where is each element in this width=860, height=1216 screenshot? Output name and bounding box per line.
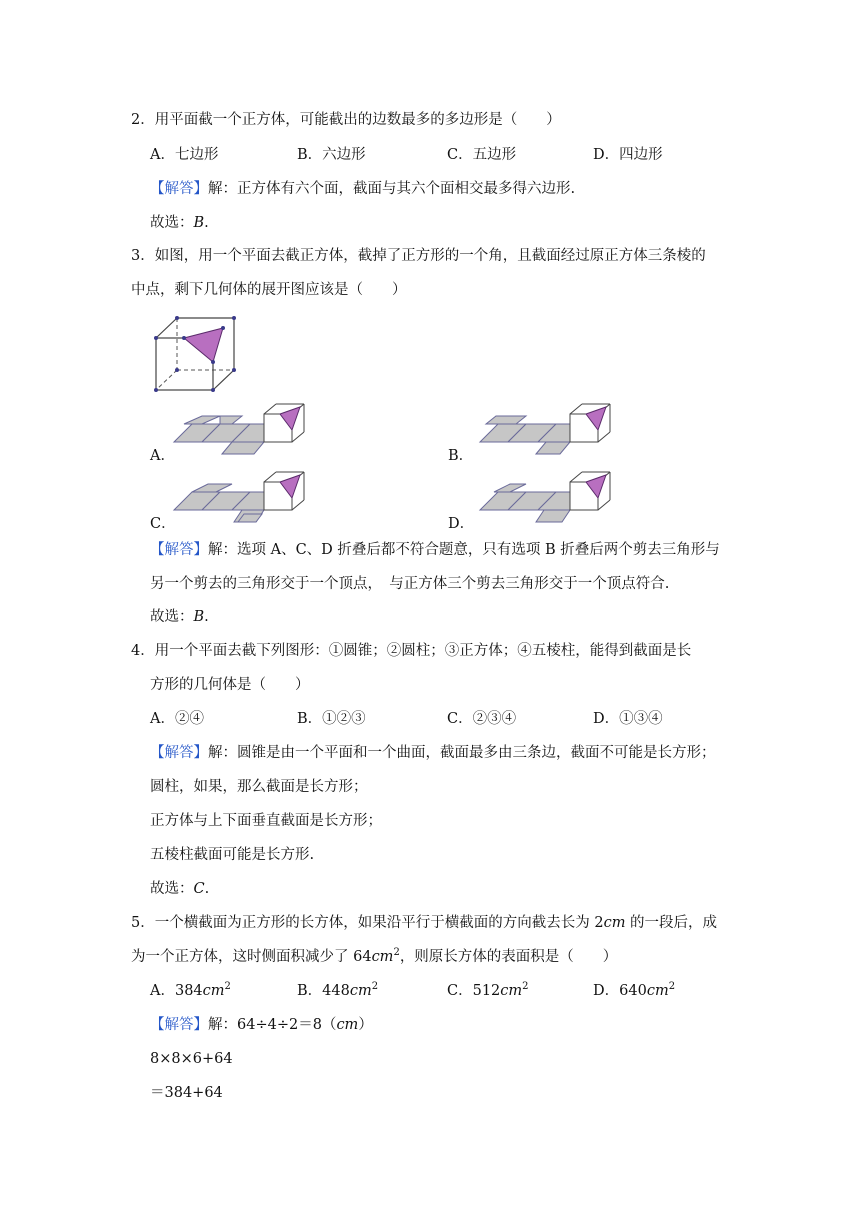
q4-answer-line4: 五棱柱截面可能是长方形.	[150, 847, 315, 863]
q4-answer-line3: 正方体与上下面垂直截面是长方形；	[150, 813, 382, 829]
q2-choice	[150, 213, 209, 233]
unit: cm	[646, 983, 669, 999]
answer-tag: 【解答】	[150, 745, 208, 761]
q2-answer	[150, 179, 575, 199]
q2-option-d: D．四边形	[593, 147, 663, 163]
choice-suffix: .	[204, 881, 210, 897]
q5-text-2b: ，则原长方体的表面积是（ ）	[399, 949, 618, 965]
q2-answer-text: 解：正方体有六个面，截面与其六个面相交最多得六边形.	[208, 181, 576, 197]
option-value: 448	[322, 983, 350, 999]
q5-calc-line2: ＝384+64	[150, 1085, 223, 1101]
option-label: A．	[150, 983, 175, 999]
superscript: 2	[522, 981, 529, 992]
option-label: C．	[447, 983, 473, 999]
q3-answer-text-1: 解：选项 A、C、D 折叠后都不符合题意，只有选项 B 折叠后两个剪去三角形与	[208, 542, 720, 558]
superscript: 2	[668, 981, 676, 992]
q5-answer-line1	[150, 1015, 373, 1035]
superscript: 2	[371, 981, 379, 992]
q5-option-a	[150, 981, 231, 1001]
option-value: 640	[619, 983, 647, 999]
choice-suffix: .	[204, 609, 209, 625]
q3-option-d-label: D．	[448, 516, 475, 532]
q5-stem-line1	[131, 913, 717, 933]
option-label: D．	[593, 983, 620, 999]
q2-option-a: A．七边形	[150, 147, 219, 163]
choice-letter: C	[193, 881, 205, 897]
option-value: 512	[472, 983, 501, 999]
q4-option-b: B．①②③	[297, 711, 366, 727]
answer-tag: 【解答】	[150, 542, 208, 558]
q3-choice	[150, 607, 209, 627]
q4-option-a: A．②④	[150, 711, 204, 727]
q2-text: 用平面截一个正方体，可能截出的边数最多的多边形是（ ）	[154, 112, 561, 128]
q5-option-b	[297, 981, 378, 1001]
unit: cm	[349, 983, 372, 999]
q4-answer-text-1: 解：圆锥是由一个平面和一个曲面，截面最多由三条边，截面不可能是长方形；	[208, 745, 716, 761]
answer-tag: 【解答】	[150, 181, 208, 197]
q3-option-a-net	[172, 402, 322, 458]
q5-number: 5．	[131, 915, 155, 931]
superscript: 2	[393, 947, 400, 958]
q3-option-c-label: C．	[150, 516, 176, 532]
q5-option-c	[447, 981, 529, 1001]
unit: cm	[500, 983, 523, 999]
q3-number: 3．	[131, 248, 155, 264]
choice-prefix: 故选：	[150, 609, 194, 625]
q4-option-d: D．①③④	[593, 711, 663, 727]
choice-prefix: 故选：	[150, 881, 194, 897]
unit: cm	[202, 983, 225, 999]
q3-option-b-label: B．	[448, 448, 474, 464]
unit: cm	[336, 1017, 359, 1033]
q5-answer-text-b: ）	[358, 1017, 373, 1033]
superscript: 2	[224, 981, 231, 992]
q4-text-1: 用一个平面去截下列图形：①圆锥；②圆柱；③正方体；④五棱柱，能得到截面是长	[154, 643, 692, 659]
q3-option-b-net	[478, 402, 628, 458]
q3-option-a-label: A．	[150, 448, 175, 464]
q2-option-c: C．五边形	[447, 147, 517, 163]
q4-choice	[150, 879, 209, 899]
q2-stem	[131, 110, 561, 130]
q3-stem-line1	[131, 246, 706, 266]
option-value: 384	[174, 983, 203, 999]
q5-option-d	[593, 981, 675, 1001]
q5-text-1b: 的一段后，成	[625, 915, 718, 931]
q5-answer-text-a: 解：64÷4÷2＝8（	[208, 1017, 337, 1033]
q3-answer-line2: 另一个剪去的三角形交于一个顶点， 与正方体三个剪去三角形交于一个顶点符合.	[150, 576, 670, 592]
q4-stem-line1	[131, 641, 691, 661]
q3-answer-line1	[150, 540, 720, 560]
q5-stem-line2	[131, 947, 617, 967]
q4-answer-line1	[150, 743, 716, 763]
q2-number: 2．	[131, 112, 155, 128]
answer-tag: 【解答】	[150, 1017, 208, 1033]
q4-number: 4．	[131, 643, 155, 659]
option-label: B．	[297, 983, 323, 999]
q4-answer-line2: 圆柱，如果，那么截面是长方形；	[150, 779, 368, 795]
q3-text-1: 如图，用一个平面去截正方体，截掉了正方形的一个角，且截面经过原正方体三条棱的	[154, 248, 706, 264]
unit: cm	[603, 915, 626, 931]
q4-option-c: C．②③④	[447, 711, 517, 727]
choice-letter: B	[193, 609, 205, 625]
q2-option-b: B．六边形	[297, 147, 366, 163]
cube-figure	[150, 310, 242, 398]
choice-suffix: .	[204, 215, 209, 231]
q3-stem-line2: 中点，剩下几何体的展开图应该是（ ）	[131, 282, 407, 298]
q3-option-d-net	[478, 470, 628, 526]
q4-stem-line2: 方形的几何体是（ ）	[150, 677, 310, 693]
q5-calc-line1: 8×8×6+64	[150, 1051, 233, 1067]
q5-text-2a: 为一个正方体，这时侧面积减少了 64	[131, 949, 372, 965]
choice-letter: B	[193, 215, 205, 231]
choice-prefix: 故选：	[150, 215, 194, 231]
q3-option-c-net	[172, 470, 322, 526]
q5-text-1a: 一个横截面为正方形的长方体，如果沿平行于横截面的方向截去长为 2	[154, 915, 604, 931]
unit: cm	[371, 949, 394, 965]
